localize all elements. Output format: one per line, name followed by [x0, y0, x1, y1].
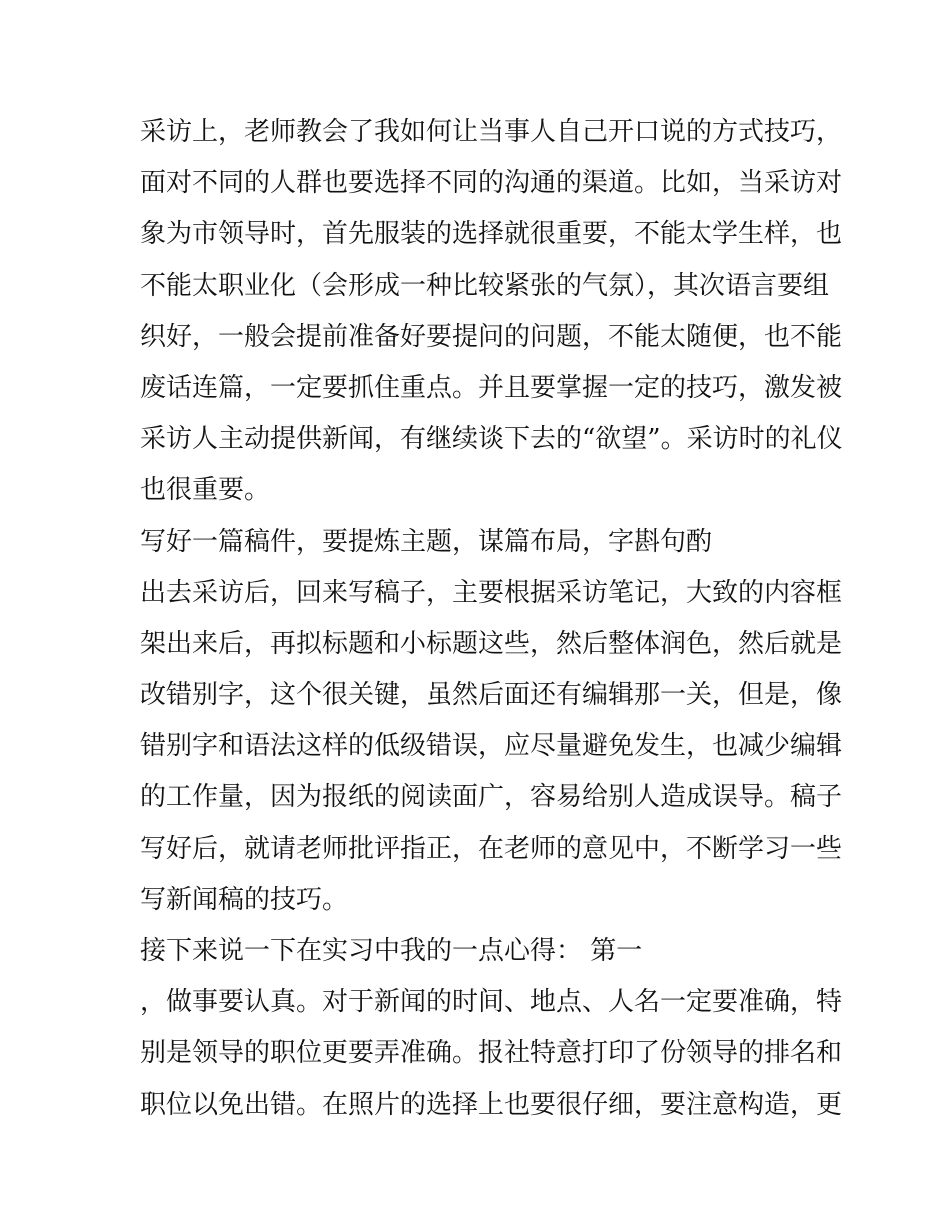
text-line: 架出来后，再拟标题和小标题这些，然后整体润色，然后就是: [140, 628, 843, 659]
text-line: 错别字和语法这样的低级错误，应尽量避免发生，也减少编辑: [140, 731, 843, 762]
text-line: 采访人主动提供新闻，有继续谈下去的“欲望”。采访时的礼仪: [140, 424, 843, 455]
text-line: 职位以免出错。在照片的选择上也要很仔细，要注意构造，更: [140, 1089, 843, 1120]
text-line: 写好后，就请老师批评指正，在老师的意见中，不断学习一些: [140, 833, 843, 864]
text-line: 的工作量，因为报纸的阅读面广，容易给别人造成误导。稿子: [140, 782, 843, 813]
text-line: 别是领导的职位更要弄准确。报社特意打印了份领导的排名和: [140, 1038, 843, 1069]
text-line: 写新闻稿的技巧。: [140, 884, 349, 915]
text-line: 也很重要。: [140, 475, 271, 506]
text-line: 废话连篇，一定要抓住重点。并且要掌握一定的技巧，激发被: [140, 372, 843, 403]
text-line: 采访上，老师教会了我如何让当事人自己开口说的方式技巧，: [140, 117, 843, 147]
text-line: 改错别字，这个很关键，虽然后面还有编辑那一关，但是，像: [140, 680, 843, 711]
text-line: ，做事要认真。对于新闻的时间、地点、人名一定要准确，特: [140, 987, 843, 1018]
text-line: 出去采访后，回来写稿子，主要根据采访笔记，大致的内容框: [140, 577, 843, 608]
body-text: [140, 107, 843, 1131]
text-line: 象为市领导时，首先服装的选择就很重要，不能太学生样，也: [140, 219, 843, 250]
text-line: 织好，一般会提前准备好要提问的问题，不能太随便，也不能: [140, 321, 843, 352]
text-line: 面对不同的人群也要选择不同的沟通的渠道。比如，当采访对: [140, 168, 843, 199]
section-heading-line: 接下来说一下在实习中我的一点心得： 第一: [140, 936, 643, 966]
section-heading-line: 写好一篇稿件，要提炼主题，谋篇布局，字斟句酌: [140, 526, 713, 557]
text-line: 不能太职业化（会形成一种比较紧张的气氛），其次语言要组: [140, 270, 830, 301]
